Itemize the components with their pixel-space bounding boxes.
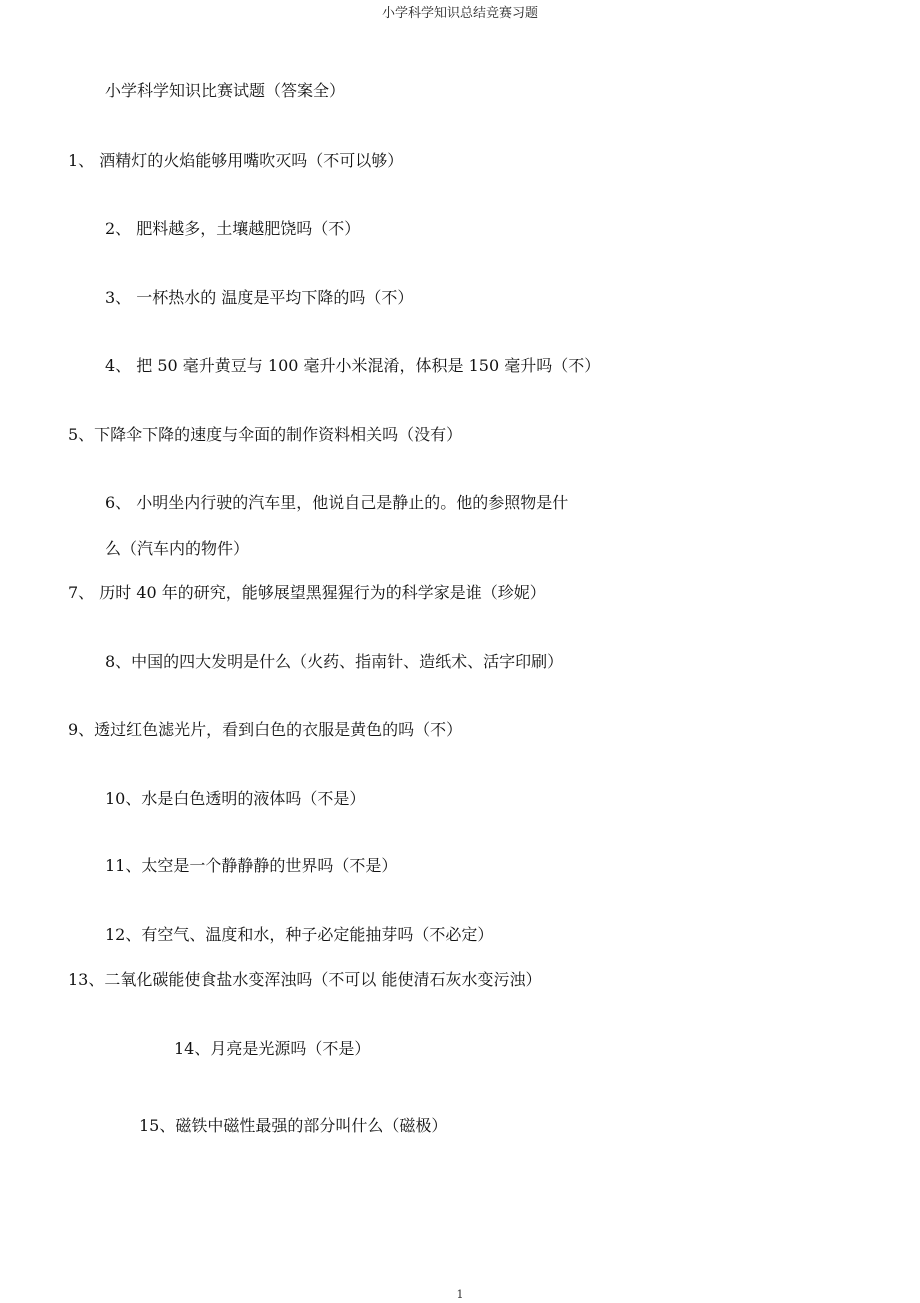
question-10: 10、水是白色透明的液体吗（不是） [105, 789, 366, 808]
page-number: 1 [456, 1288, 464, 1301]
question-11: 11、太空是一个静静静的世界吗（不是） [105, 856, 398, 875]
question-4: 4、 把 50 毫升黄豆与 100 毫升小米混淆，体积是 150 毫升吗（不） [105, 356, 601, 375]
question-6-line-1: 6、 小明坐内行驶的汽车里，他说自己是静止的。他的参照物是什 [105, 493, 569, 512]
question-3: 3、 一杯热水的 温度是平均下降的吗（不） [105, 288, 414, 307]
question-14: 14、月亮是光源吗（不是） [174, 1039, 371, 1058]
question-9: 9、透过红色滤光片，看到白色的衣服是黄色的吗（不） [68, 720, 463, 739]
question-2: 2、 肥料越多，土壤越肥饶吗（不） [105, 219, 361, 238]
page-header: 小学科学知识总结竞赛习题 [381, 6, 538, 21]
question-8: 8、中国的四大发明是什么（火药、指南针、造纸术、活字印刷） [105, 652, 564, 671]
question-5: 5、下降伞下降的速度与伞面的制作资料相关吗（没有） [68, 425, 463, 444]
question-15: 15、磁铁中磁性最强的部分叫什么（磁极） [139, 1116, 448, 1135]
question-1: 1、 酒精灯的火焰能够用嘴吹灭吗（不可以够） [68, 151, 404, 170]
question-12: 12、有空气、温度和水，种子必定能抽芽吗（不必定） [105, 925, 494, 944]
question-7: 7、 历时 40 年的研究，能够展望黑猩猩行为的科学家是谁（珍妮） [68, 583, 546, 602]
question-6-line-2: 么（汽车内的物件） [105, 539, 250, 558]
document-title: 小学科学知识比赛试题（答案全） [105, 81, 346, 100]
question-13: 13、二氧化碳能使食盐水变浑浊吗（不可以 能使清石灰水变污浊） [68, 970, 542, 989]
